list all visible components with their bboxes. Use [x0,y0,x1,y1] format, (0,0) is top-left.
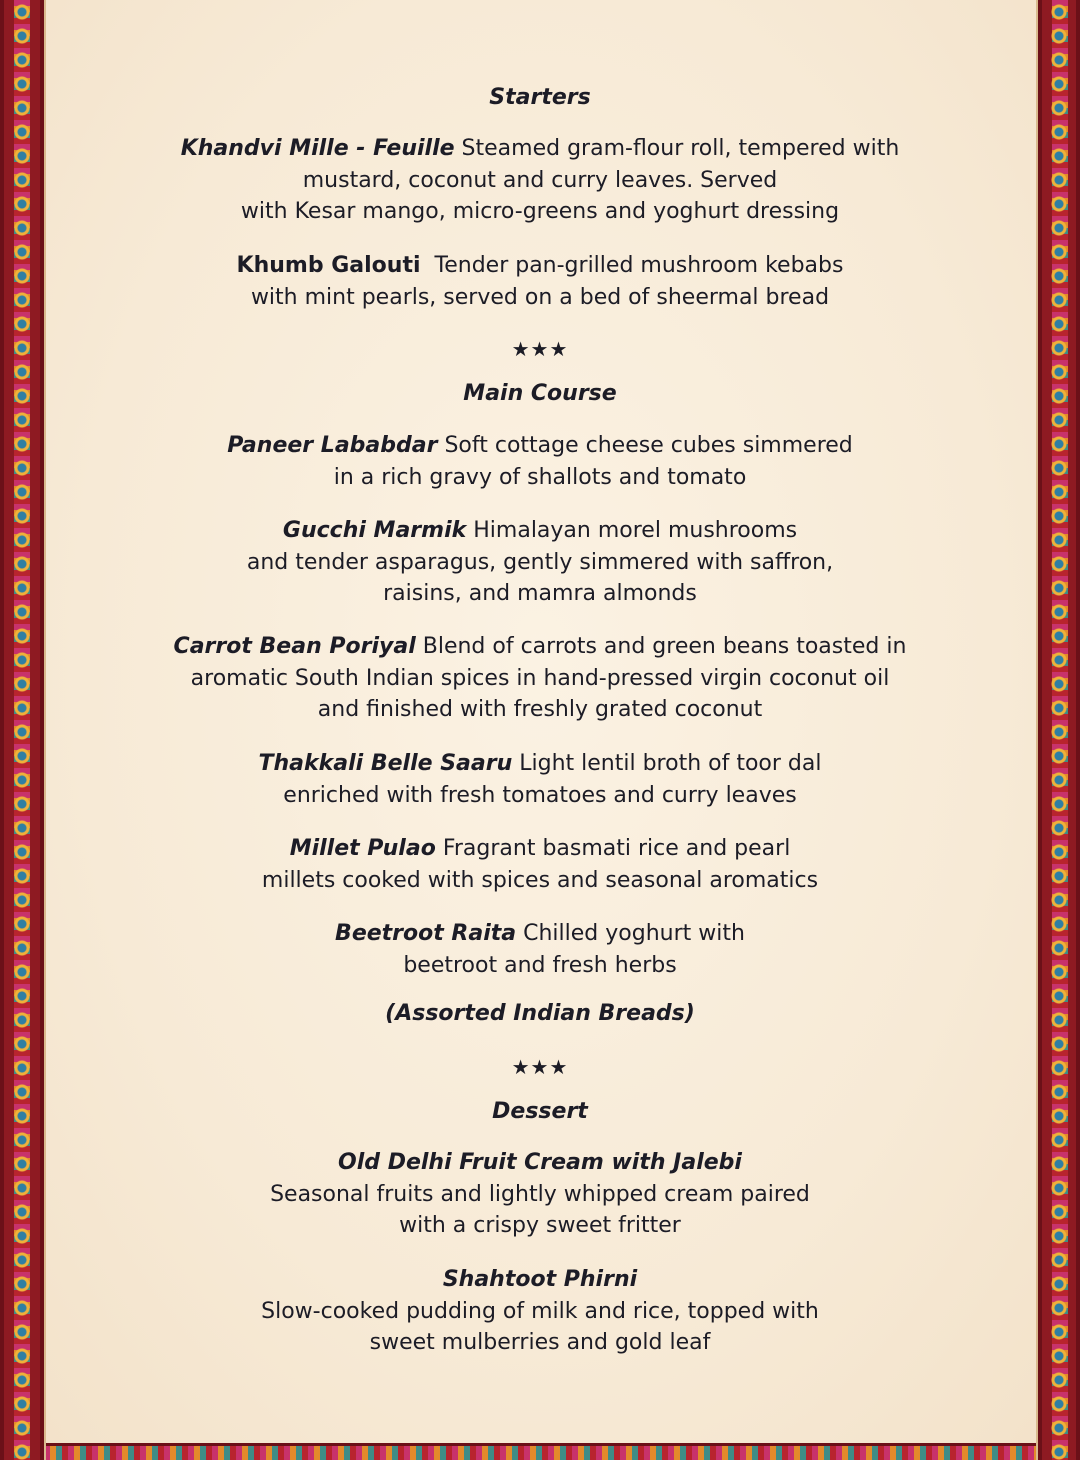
menu-item-khumb-galouti [60,250,1020,313]
dish-description-line: Slow-cooked pudding of milk and rice, topped with [261,1298,819,1324]
dish-name: Beetroot Raita [335,921,517,946]
dish-description-line: and finished with freshly grated coconut [317,697,763,722]
dish-description-line: beetroot and fresh herbs [403,952,677,978]
dish-name: Khumb Galouti [236,253,421,278]
dish-name: Khandvi Mille - Feuille [180,136,455,161]
dish-description-line: with mint pearls, served on a bed of sheermal bread [250,284,830,310]
section-title-dessert: Dessert [492,1099,588,1124]
dish-description-line: Steamed gram-flour roll, tempered with [461,136,900,161]
dish-name: Thakkali Belle Saaru [258,751,513,776]
right-decorative-border [1038,0,1080,1460]
menu-item-khandvi [60,133,1020,228]
menu-item-beetroot-raita [60,918,1020,981]
dish-description-line: Fragrant basmati rice and pearl [442,836,791,861]
section-divider: ★★★ [511,337,569,361]
dish-description-line: Chilled yoghurt with [523,921,745,946]
dish-description-line: millets cooked with spices and seasonal aromatics [261,867,819,893]
dish-name: Carrot Bean Poriyal [173,634,416,659]
dish-name: Paneer Lababdar [227,433,438,458]
dish-description-line: Himalayan morel mushrooms [473,518,798,543]
dish-description-line: and tender asparagus, gently simmered with saffron, [246,549,834,575]
menu-item-paneer-lababdar [60,430,1020,493]
dish-name: Old Delhi Fruit Cream with Jalebi [338,1150,742,1175]
dish-description-line: Seasonal fruits and lightly whipped cream paired [270,1181,810,1207]
left-decorative-border [0,0,44,1460]
dish-description-line: Light lentil broth of toor dal [519,751,822,776]
dish-description-line: with a crispy sweet fritter [399,1213,681,1238]
right-inner-rule [1036,0,1038,1460]
dish-name: Millet Pulao [289,836,436,861]
section-title-main-course: Main Course [463,381,617,406]
menu-item-gucchi-marmik [60,515,1020,610]
dish-description-line: with Kesar mango, micro-greens and yoghurt dressing [240,199,840,224]
menu-item-millet-pulao [60,833,1020,896]
menu-item-thakkali-belle-saaru [60,748,1020,811]
assorted-breads-note: (Assorted Indian Breads) [385,1001,695,1026]
dish-description-line: Soft cottage cheese cubes simmered [444,433,853,458]
dish-description-line: raisins, and mamra almonds [383,581,697,606]
section-divider: ★★★ [511,1055,569,1079]
dish-description-line: in a rich gravy of shallots and tomato [333,464,747,490]
menu-item-fruit-cream-jalebi [60,1147,1020,1242]
section-title-starters: Starters [489,85,591,110]
dish-description-line: enriched with fresh tomatoes and curry leaves [283,782,797,808]
dish-description-line: sweet mulberries and gold leaf [369,1330,711,1355]
dish-description-line: Blend of carrots and green beans toasted in [422,634,907,659]
left-inner-rule [44,0,46,1460]
dish-description-line: Tender pan-grilled mushroom kebabs [434,253,844,278]
menu-item-carrot-bean-poriyal [60,631,1020,726]
dish-description-line: mustard, coconut and curry leaves. Served [302,167,778,193]
dish-description-line: aromatic South Indian spices in hand-pressed virgin coconut oil [190,665,890,691]
dish-name: Shahtoot Phirni [442,1267,638,1292]
menu-item-shahtoot-phirni [60,1264,1020,1359]
dish-name: Gucchi Marmik [282,518,467,543]
bottom-decorative-border [44,1443,1038,1460]
